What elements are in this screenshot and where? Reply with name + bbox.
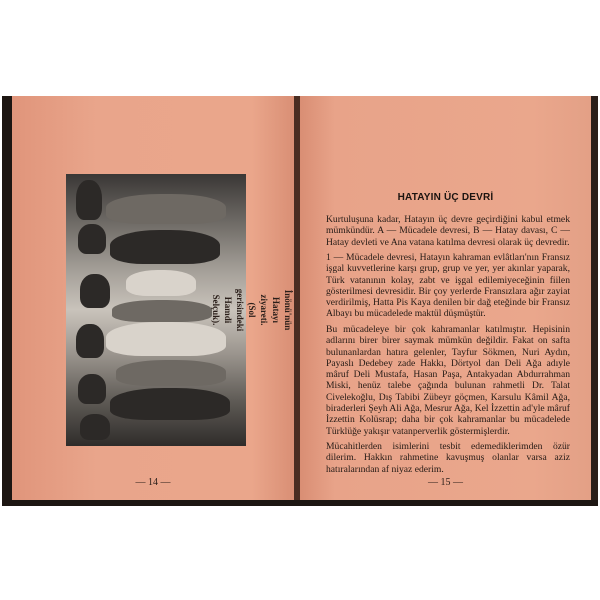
paragraph: Kurtuluşuna kadar, Hatayın üç devre geçirdiğini kabul etmek mümkündür. A — Mücadele devresi, B — Hatay davası, C — Hatay devleti ve Ana vatana katılma devresi olarak üç devredir. [326, 214, 570, 248]
open-book [2, 96, 598, 506]
paragraph: Bu mücadeleye bir çok kahramanlar katılmıştır. Hepisinin adlarını birer birer saymak mümkün değildir. Fakat on safta bulunanlardan hatıra gelenler, Tayfur Sökmen, Nuri Aydın, Payaslı Dedebey zade Hakkı, Dörtyol dan Deli Ağa adıyle mâruf Deli Mustafa, Hasan Paşa, Antakyadan Abdurrahman Miski, henüz talebe çağında bulunan rahmetli Dr. Talat Civelekoğlu, Dış Tabibi Zübeyr göçmen, Karsulu Kâmil Ağa, biraderleri Şeyh Ali Ağa, Mesrur Ağa, Kel İzzettin ad'yle mâruf İzzettin Kolüsrap; daha bir çok kahramanlar bu mücadelede Türklüğe yakışır vatanperverlik göstermişlerdir. [326, 324, 570, 437]
left-page [12, 96, 294, 500]
paragraph: Mücahitlerden isimlerini tesbit edemediklerimden özür dilerim. Hakkın rahmetine kavuşmuş olanlar varsa aziz hatıralarından af niyaz ederim. [326, 441, 570, 475]
photo-caption [211, 174, 293, 446]
page-number-left: — 14 — [135, 477, 171, 488]
right-page [300, 96, 591, 500]
paragraph: 1 — Mücadele devresi, Hatayın kahraman evlâtları'nın Fransız işgal kuvvetlerine karşı grup, grup ve yer, yer akınlar yaparak, Türk vatanının kolay, zabt ve işgal edilemiyeceğinin fiilen gösterilmesi devresidir. Bir çoy yerlerde Fransızlara ağır zayiat verdirilmiş, Hatta Pis Kaya denilen bir dağ eteğinde bir Fransız Albayı bu mücadelede maktül düşmüştür. [326, 252, 570, 320]
photo-caption-text: İnönü'nün Hatayı ziyareti. (Sol gerisindeki Hamdi Selçuk). [211, 288, 293, 332]
page-number-right: — 15 — [428, 477, 463, 488]
page-edge [591, 96, 598, 500]
chapter-heading: HATAYIN ÜÇ DEVRİ [397, 192, 494, 203]
